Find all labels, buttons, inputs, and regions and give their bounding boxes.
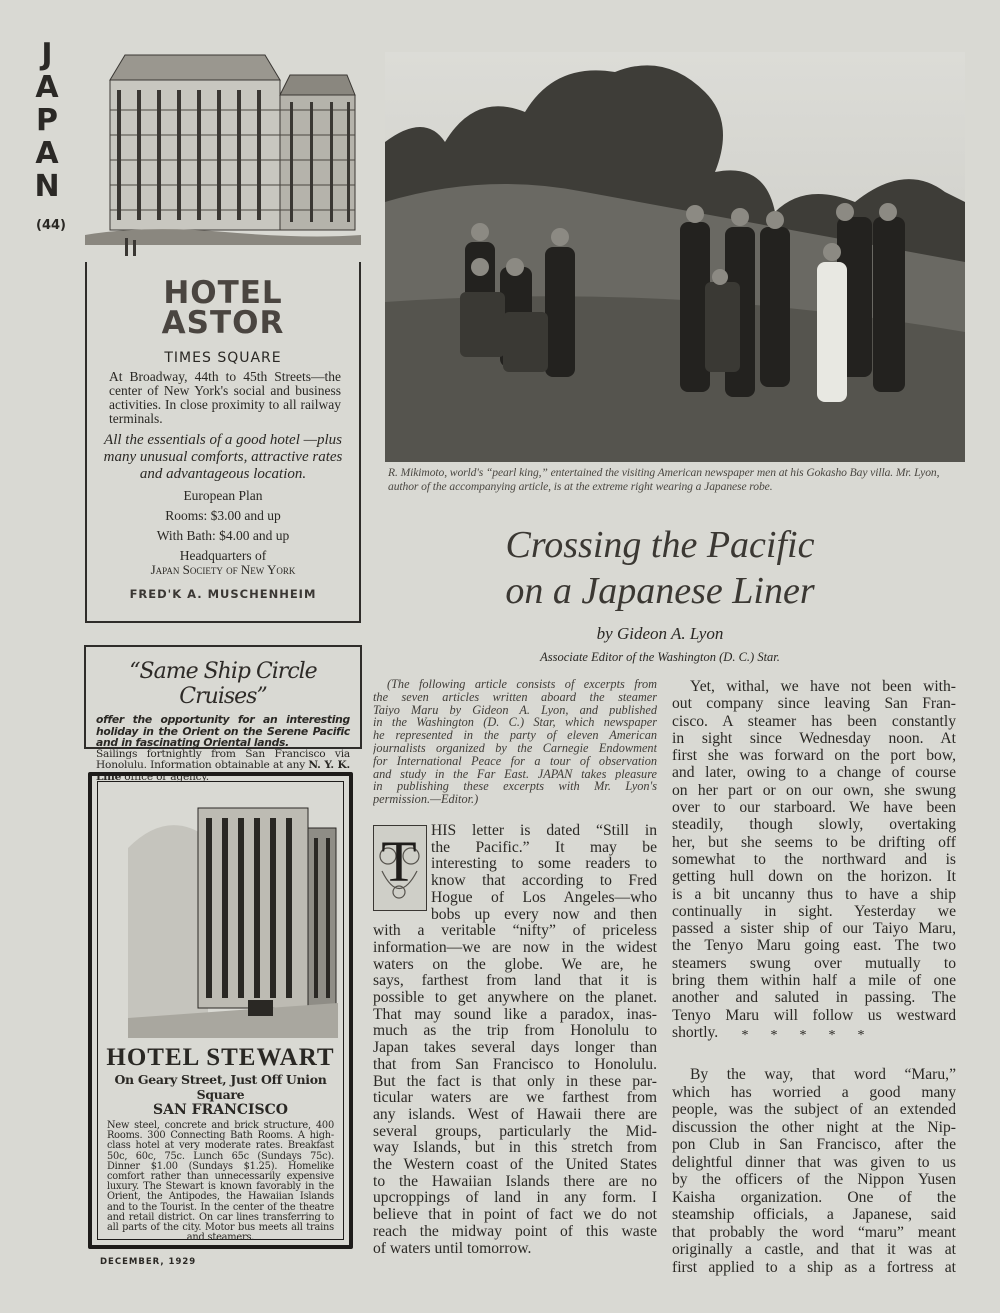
hotel-stewart-ad <box>88 772 353 1249</box>
stewart-street: On Geary Street, Just Off Union Square <box>114 1072 327 1102</box>
text-line: possible to get anywhere on the planet. <box>373 990 657 1007</box>
column-lines <box>373 923 657 1257</box>
ad-bath-price: With Bath: $4.00 and up <box>156 528 290 543</box>
text-line: Yet, withal, we have not been with- <box>690 678 956 695</box>
text-line: for International Peace for a tour of observation <box>373 754 657 768</box>
cruise-line-name: N. Y. K. Line <box>96 759 351 783</box>
text-line: somewhat to the northward and is <box>672 850 956 868</box>
text-line: and study in the Far East. JAPAN takes pleasure <box>373 767 657 781</box>
cruise-italic-text: offer the opportunity for an interesting holiday in the Orient on the Serene Pacific and in fascinating Oriental lands. <box>96 713 350 749</box>
text-line: shortly. <box>672 1023 719 1041</box>
text-line: discussion the other night at the Nip- <box>672 1118 956 1136</box>
text-line: cisco. A steamer has been constantly <box>672 712 956 730</box>
magazine-title-vertical <box>30 38 64 203</box>
text-line: in the Washington (D. C.) Star, which newspaper <box>373 716 657 730</box>
text-line: interesting to some readers to <box>431 856 657 873</box>
cruise-ad <box>84 645 362 783</box>
article-column-2-para2 <box>672 1066 956 1276</box>
ad-location: TIMES SQUARE <box>164 350 282 366</box>
text-line: her, but she seems to be drifting off <box>672 833 956 851</box>
title-line1: Crossing the Pacific <box>505 524 815 566</box>
text-line: to the Hawaiian Islands there are no <box>373 1173 657 1190</box>
indented-lines <box>373 823 657 923</box>
text-line: believe that in point of fact we do not <box>373 1207 657 1224</box>
cruise-title: “Same Ship Circle Cruises” <box>129 659 317 709</box>
text-line: waters on the globe. We are, he <box>373 956 657 973</box>
text-line: of waters until tomorrow. <box>373 1240 532 1257</box>
text-line: steadily, though slowly, overtaking <box>672 816 956 834</box>
text-line: know that according to Fred <box>431 873 657 890</box>
text-line: Hogue of Los Angeles—who <box>431 889 657 906</box>
text-line: Taiyo Maru by Gideon A. Lyon, and published <box>373 703 657 717</box>
text-line: permission.—Editor.) <box>373 793 479 806</box>
text-line: in sight since Wednesday noon. At <box>672 729 956 747</box>
text-line: the seven articles written aboard the steamer <box>373 690 657 704</box>
title-letter: J <box>41 37 53 72</box>
text-line: reach the midway point of this waste <box>373 1223 657 1240</box>
text-line: originally a castle, and that it was at <box>672 1241 956 1258</box>
text-line: he represented in the party of eleven American <box>373 729 657 742</box>
text-line: continually in sight. Yesterday we <box>672 902 956 920</box>
text-line: the Tenyo Maru going east. The two <box>672 937 956 955</box>
text-line: By the way, that word “Maru,” <box>690 1066 956 1083</box>
text-line: in publishing these excerpts with Mr. Lyon's <box>373 780 657 794</box>
ad-manager: FRED'K A. MUSCHENHEIM <box>129 587 317 601</box>
ad-description: At Broadway, 44th to 45th Streets—the center of New York's social and business activities. In close proximity to all railway terminals. <box>109 369 341 426</box>
text-line: with a veritable “nifty” of priceless <box>373 923 657 940</box>
text-line: passed a sister ship of our Taiyo Maru, <box>672 920 956 938</box>
text-line: on her part or on our own, she swung <box>672 781 956 799</box>
issue-date: DECEMBER, 1929 <box>100 1257 197 1267</box>
text-line: several groups, particularly the Mid- <box>373 1123 657 1140</box>
cruise-body: Sailings fortnightly from San Francisco via Honolulu. Information obtainable at any <box>96 747 350 771</box>
text-line: HIS letter is dated “Still in <box>431 823 657 839</box>
article-column-1 <box>373 823 657 1257</box>
ad-rooms-price: Rooms: $3.00 and up <box>165 508 281 523</box>
text-line: much as the trip from Honolulu to <box>373 1023 657 1040</box>
text-line: and later, owing to a change of course <box>672 764 956 782</box>
author-affiliation: Associate Editor of the Washington (D. C.) Star. <box>540 650 780 664</box>
text-line: over to our starboard. We have been <box>672 799 956 817</box>
photo-caption: R. Mikimoto, world's “pearl king,” entertained the visiting American newspaper men at his Gokasho Bay villa. Mr. Lyon, author of the accompanying article, is at the extreme right wearing a Japanese robe. <box>388 466 940 493</box>
drop-cap-letter: T <box>381 829 417 894</box>
text-line: delightful dinner that was given to us <box>672 1153 956 1171</box>
editor-note <box>373 678 657 806</box>
ad-name-line1: HOTEL <box>163 275 283 311</box>
text-line: bring them within half a mile of one <box>672 972 956 990</box>
text-line: But the fact is that only in these par- <box>373 1073 657 1090</box>
text-line: Japan takes several days longer than <box>373 1040 657 1057</box>
text-line: says, farthest from land that it is <box>373 973 657 990</box>
text-line: Tenyo Maru will follow us westward <box>672 1006 956 1024</box>
text-line: first she was forward on the port bow, <box>672 747 956 765</box>
ad-society: Japan Society of New York <box>150 562 296 577</box>
text-line: that probably the word “maru” meant <box>672 1223 956 1241</box>
article-title <box>430 522 890 614</box>
cruise-body-end: office or agency. <box>124 770 209 783</box>
text-line: upcroppings of land in any form. I <box>373 1190 657 1207</box>
title-line2: on a Japanese Liner <box>505 570 815 612</box>
hotel-stewart-illustration <box>128 788 338 1038</box>
section-separator: ***** <box>741 1028 887 1043</box>
text-line: Kaisha organization. One of the <box>672 1188 956 1206</box>
text-line: ticular waters are we farthest from <box>373 1090 657 1107</box>
text-line: the Western coast of the United States <box>373 1157 657 1174</box>
article-column-2 <box>672 678 956 1041</box>
text-line: any islands. West of Hawaii there are <box>373 1106 657 1123</box>
title-letter: A <box>35 70 59 105</box>
text-line: way Islands, but in this stretch from <box>373 1140 657 1157</box>
text-line: another and saluted in passing. The <box>672 989 956 1007</box>
stewart-description: New steel, concrete and brick structure, 400 Rooms. 300 Connecting Bath Rooms. A high-class hotel at very moderate rates. Breakfast 50c, 60c, 75c. Lunch 65c (Sundays 75c). Dinner $1.00 (Sundays $1.25). Homelike comfort rather than unnecessarily expensive luxury. The Stewart is known favorably in the Orient, the Antipodes, the Hawaiian Islands and to the Tourist. In the center of the theatre and retail district. On car lines transferring to all parts of the city. Motor bus meets all trains and steamers. <box>107 1120 334 1244</box>
text-line: That may sound like a paradox, inas- <box>373 1006 657 1023</box>
ad-hq: Headquarters of <box>179 548 267 563</box>
title-letter: N <box>34 169 60 204</box>
text-line: by the officers of the Nippon Yusen <box>672 1171 956 1188</box>
group-photo <box>385 52 965 462</box>
byline: by Gideon A. Lyon <box>596 624 724 643</box>
title-letter: P <box>36 103 58 138</box>
text-line: getting hull down on the horizon. It <box>672 868 956 886</box>
text-line: steamship officials, a Japanese, said <box>672 1206 956 1223</box>
text-line: that from San Francisco to Honolulu. <box>373 1056 657 1073</box>
text-line: out company since leaving San Fran- <box>672 695 956 713</box>
text-line: first applied to a ship as a fortress at <box>672 1258 956 1276</box>
stewart-city: SAN FRANCISCO <box>152 1102 289 1118</box>
text-line: the Pacific.” It may be <box>431 839 657 856</box>
text-line: bobs up every now and then <box>431 906 657 923</box>
hotel-astor-illustration <box>85 40 361 262</box>
text-line: pon Club in San Francisco, after the <box>672 1136 956 1153</box>
hotel-astor-ad <box>85 262 361 623</box>
text-line: which has worried a good many <box>672 1083 956 1101</box>
text-line: people, was the subject of an extended <box>672 1101 956 1118</box>
title-letter: A <box>35 136 59 171</box>
text-line: (The following article consists of excerpts from <box>387 678 657 691</box>
ad-slogan: All the essentials of a good hotel —plus many unusual comforts, attractive rates and advantageous location. <box>103 432 343 482</box>
page-number: (44) <box>36 218 66 233</box>
stewart-name: HOTEL STEWART <box>106 1044 335 1071</box>
text-line: is a bit uncanny thus to have a ship <box>672 885 956 903</box>
text-line: information—we are now in the widest <box>373 939 657 956</box>
text-line: steamers swung over mutually to <box>672 954 956 972</box>
ad-plan: European Plan <box>183 488 263 503</box>
text-line: journalists organized by the Carnegie Endowment <box>373 741 657 755</box>
ad-name-line2: ASTOR <box>161 305 285 341</box>
